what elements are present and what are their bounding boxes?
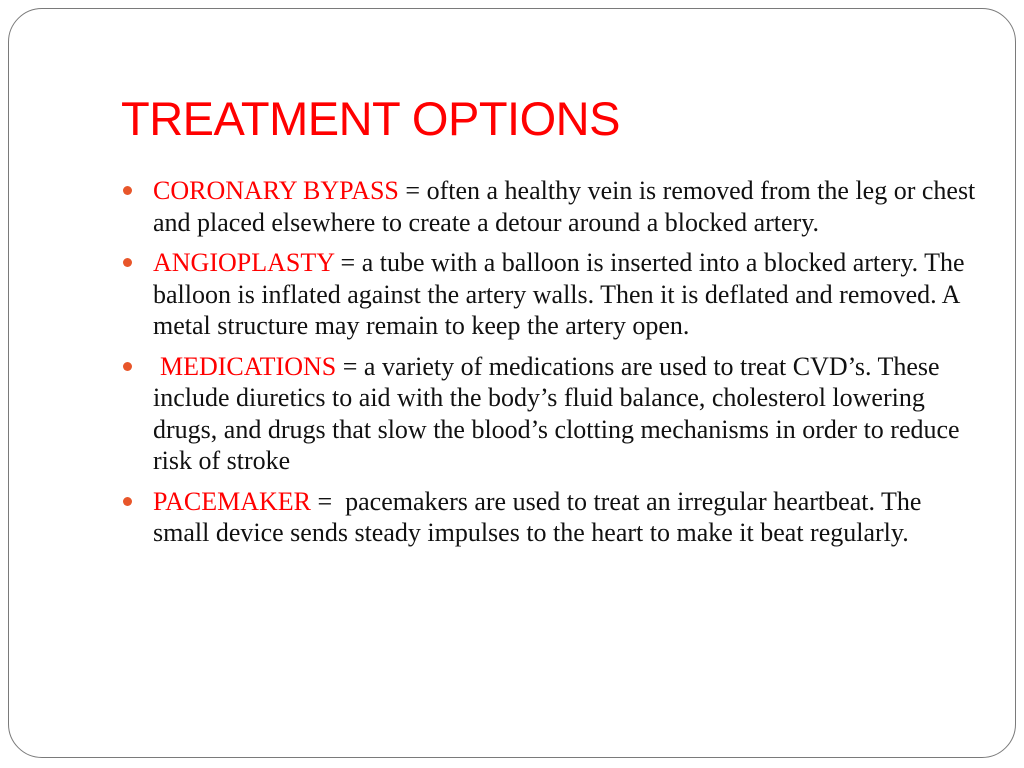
term-description: a tube with a balloon is inserted into a blocked artery. The balloon is inflated against the artery walls. Then it is deflated and removed. A metal structure may remain to keep the artery open. [153,248,965,340]
term-description: often a healthy vein is removed from the leg or chest and placed elsewhere to create a detour around a blocked artery. [153,176,976,237]
equals-separator: = [334,248,362,277]
term-label: CORONARY BYPASS [153,176,399,205]
list-item-coronary-bypass [123,175,983,238]
equals-separator: = [336,351,364,381]
list-item-pacemaker [123,486,983,549]
bullet-dot-icon [123,497,132,506]
bullet-dot-icon [123,362,132,371]
equals-separator: = [398,176,427,205]
treatment-list [123,175,983,558]
slide-title: TREATMENT OPTIONS [121,92,620,145]
term-label: ANGIOPLASTY [153,248,335,277]
equals-separator: = [310,486,346,516]
list-item-medications [123,351,983,477]
bullet-dot-icon [123,186,132,195]
term-label: MEDICATIONS [160,351,337,381]
term-description: pacemakers are used to treat an irregular heartbeat. The small device sends steady impulses to the heart to make it beat regularly. [153,486,922,547]
term-description: a variety of medications are used to treat CVD’s. These include diuretics to aid with the body’s fluid balance, cholesterol lowering drugs, and drugs that slow the blood’s clotting mechanisms in order to reduce risk of stroke [153,351,960,475]
bullet-dot-icon [123,258,132,267]
term-label: PACEMAKER [153,486,311,516]
slide-frame [8,8,1016,758]
list-item-angioplasty [123,247,983,342]
